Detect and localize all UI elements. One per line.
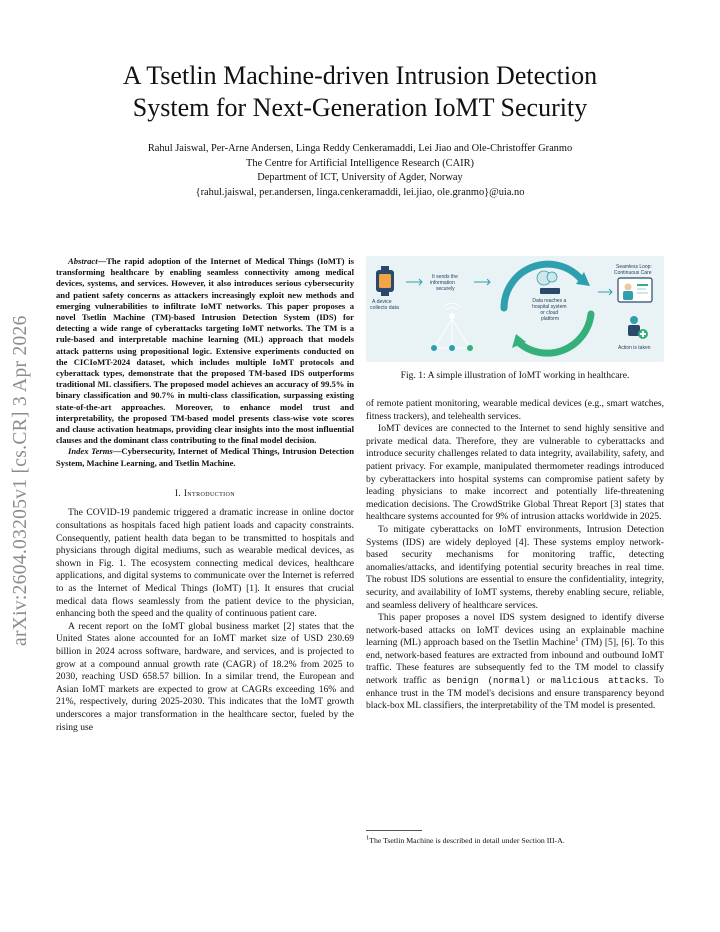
- abstract-text: —The rapid adoption of the Internet of Medical Things (IoMT) is transforming healthcare by enabling seamless connectivity among medical devices, systems, and services. However, it also introduces serious cybersecurity and patient safety concerns as attackers increasingly exploit new methods and emerging vulnerabilities to infiltrate IoMT networks. This paper proposes a novel Tsetlin Machine (TM)-based Intrusion Detection System (IDS) for detecting a wide range of cyberattacks targeting IoMT networks. The TM is a rule-based and interpretable machine learning (ML) approach that models attack patterns using propositional logic. Extensive experiments conducted on the CICIoMT-2024 dataset, which includes multiple IoMT protocols and cyberattack types, demonstrate that the proposed TM-based IDS outperforms traditional ML classifiers. The proposed model achieves an accuracy of 99.5% in binary classification and 90.7% in multi-class classification, surpassing existing state-of-the-art approaches. Moreover, to enhance model trust and interpretability, the proposed TM-based model presents class-wise vote scores and clause activation heatmaps, providing clear insights into the most influential clauses and the dominant class contributing to the final model decision.: [56, 256, 354, 446]
- contribution-text: . To enhance trust in the TM model's decisions and ensure transparency beyond black-box ML classifiers, the interpretability of the TM model is presented.: [366, 675, 664, 712]
- sends-label: It sends the information securely: [430, 274, 458, 292]
- paper-title: [60, 60, 660, 124]
- left-column: [56, 256, 354, 734]
- author-block: [60, 142, 660, 200]
- contribution-text: or: [530, 675, 551, 687]
- footnote: [366, 836, 664, 846]
- index-terms-label: Index Terms: [68, 446, 113, 457]
- affiliation-centre: The Centre for Artificial Intelligence Research (CAIR): [246, 157, 474, 169]
- footnote-divider: [366, 830, 422, 831]
- right-paragraph: IoMT devices are connected to the Internet to send highly sensitive and private medical data. Therefore, they are vulnerable to cyberattacks and introduce security challenges related to data integrity, availability, safety, and patient privacy. For example, manipulated thermometer readings introduced by cyberattackers into hospital systems can compromise patient safety by leading physicians to make incorrect and potentially life-threatening medication decisions. The CrowdStrike Global Threat Report [3] states that healthcare systems accounted for 9% of intrusion attacks worldwide in 2025.: [366, 423, 664, 523]
- abstract-label: Abstract: [68, 256, 98, 266]
- footnote-marker: 1: [575, 636, 579, 644]
- doctor-monitor-icon: [618, 278, 652, 302]
- wearable-device-icon: [376, 266, 394, 296]
- device-label-line: collects data: [370, 305, 399, 311]
- index-terms-text: —Cybersecurity, Internet of Medical Things, Intrusion Detection System, Machine Learning, and Tsetlin Machine.: [56, 446, 354, 468]
- action-label: Action is taken: [618, 345, 651, 351]
- hospital-label: Data reaches a hospital system or cloud platform: [532, 298, 567, 322]
- footnote-number: 1: [366, 834, 370, 842]
- right-column: [366, 398, 664, 713]
- right-paragraph-contribution: [366, 612, 664, 713]
- title-line-2: System for Next-Generation IoMT Security: [132, 93, 588, 122]
- device-label-line: A device: [372, 299, 392, 305]
- author-emails: {rahul.jaiswal, per.andersen, linga.cenkeramaddi, lei.jiao, ole.granmo}@uia.no: [195, 186, 525, 198]
- affiliation-department: Department of ICT, University of Agder, Norway: [257, 172, 463, 184]
- right-paragraph: To mitigate cyberattacks on IoMT environments, Intrusion Detection Systems (IDS) are widely deployed [4]. These systems employ network-based security mechanisms for monitoring traffic, detecting anomalies/attacks, and identifying potential security breaches in real time. The robust IDS solutions are essential to ensure the confidentiality, integrity, security, and availability of IoMT systems, thereby enabling secure, reliable, and seamless delivery of healthcare services.: [366, 523, 664, 611]
- iomt-illustration: [366, 256, 664, 362]
- footnote-text: The Tsetlin Machine is described in detail under Section III-A.: [369, 836, 565, 845]
- figure-1-caption: Fig. 1: A simple illustration of IoMT working in healthcare.: [400, 370, 630, 381]
- contribution-text: (TM) [5], [6]. To this end, network-based features are extracted from inbound and outbound IoMT traffic. These features are subsequently fed to the TM model to classify network traffic as: [366, 637, 664, 687]
- malicious-class-label: malicious attacks: [550, 676, 646, 687]
- intro-paragraph: The COVID-19 pandemic triggered a dramatic increase in online doctor consultations as hospitals faced high patient loads and capacity constraints. Consequently, patient health data began to be transmitted to hospitals and physicians through digital mediums, such as wearable medical devices, as shown in Fig. 1. The ecosystem connecting medical devices, healthcare applications, and digital systems to communicate over the Internet is referred to as the Internet of Medical Things (IoMT) [1]. It ensures that crucial medical data flows seamlessly from the patient device to the physician, enhancing both the speed and the quality of continuous patient care.: [56, 507, 354, 620]
- loop-label: Seamless Loop: Continuous Care: [614, 264, 652, 276]
- abstract: [56, 256, 354, 469]
- author-names: Rahul Jaiswal, Per-Arne Andersen, Linga Reddy Cenkeramaddi, Lei Jiao and Ole-Christoffer Granmo: [147, 143, 573, 154]
- benign-class-label: benign (normal): [446, 676, 531, 687]
- section-heading-introduction: I. Introduction: [174, 487, 236, 498]
- figure-1: [366, 256, 664, 362]
- title-line-1: A Tsetlin Machine-driven Intrusion Detection: [122, 61, 598, 90]
- contribution-text: This paper proposes a novel IDS system designed to identify diverse network-based attacks on IoMT devices using an explainable machine learning (ML) approach based on the Tsetlin Machine: [366, 612, 664, 649]
- intro-paragraph: A recent report on the IoMT global business market [2] states that the United States alone accounted for an IoMT market size of USD 230.69 billion in 2024 across software, hardware, and services, and is projected to grow at a compound annual growth rate (CAGR) of 18.2% from 2025 to 2030, reaching USD 658.57 billion. In a similar trend, the European and Asian IoMT markets are expected to grow at CAGRs exceeding 16% and 21%, respectively, during 2025-2030. This indicates that the IoMT growth underscores a major transformation in the healthcare sector, fueled by the rising use: [56, 620, 354, 733]
- arxiv-identifier: arXiv:2604.03205v1 [cs.CR] 3 Apr 2026: [10, 315, 31, 646]
- right-paragraph-continuation: of remote patient monitoring, wearable medical devices (e.g., smart watches, fitness trackers), and telehealth services.: [366, 398, 664, 422]
